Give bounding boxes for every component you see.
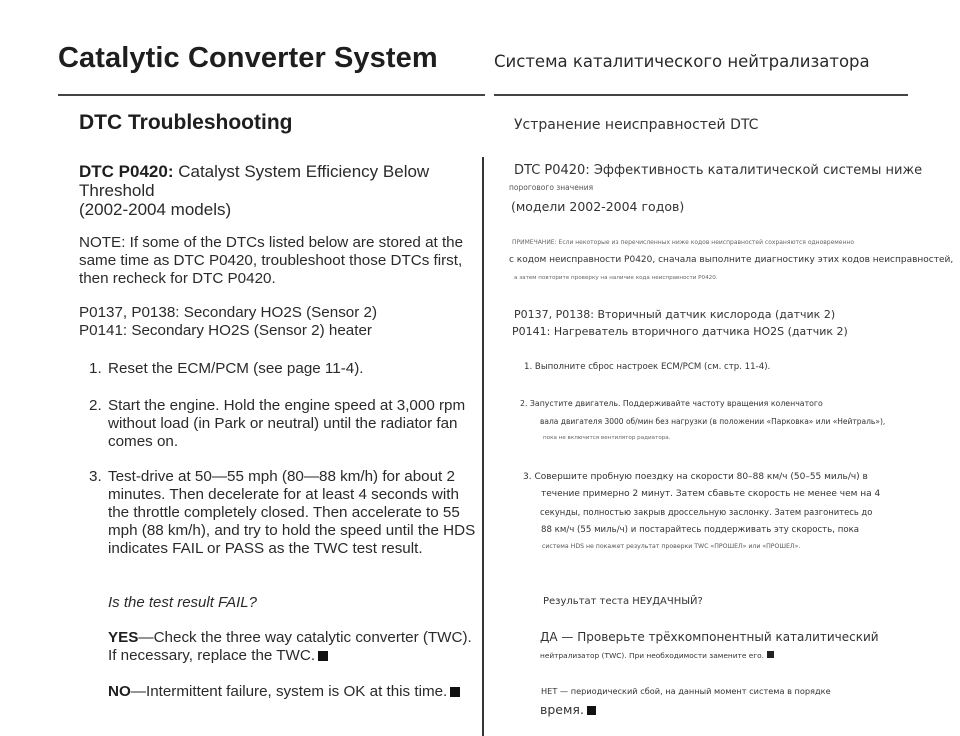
related-codes-english <box>79 304 474 340</box>
code-line: P0137, P0138: Secondary HO2S (Sensor 2) <box>79 304 378 321</box>
no-text-russian: время. <box>540 702 584 717</box>
step-number: 1. <box>89 360 102 377</box>
section-heading-russian: Устранение неисправностей DTC <box>514 117 759 133</box>
step-number: 2. <box>89 397 102 414</box>
step-2-russian-line1: 2. Запустите двигатель. Поддерживайте частоту вращения коленчатого <box>520 399 823 408</box>
step-text: Test-drive at 50—55 mph (80—88 km/h) for about 2 minutes. Then decelerate for at least 4 seconds with the throttle completely closed. Then accelerate to 55 mph (88 km/h), and try to hold the speed until the HDS indicates FAIL or PASS as the TWC test result. <box>108 468 476 557</box>
step-3-russian-line2: течение примерно 2 минут. Затем сбавьте скорость не менее чем на 4 <box>541 489 881 499</box>
step-1-english <box>79 360 479 378</box>
section-heading-english: DTC Troubleshooting <box>79 111 293 134</box>
yes-answer-russian-line2 <box>540 651 774 660</box>
step-text: Reset the ECM/PCM (see page 11-4). <box>108 360 364 377</box>
code-line: P0141: Secondary HO2S (Sensor 2) heater <box>79 322 372 339</box>
yes-label: YES <box>108 629 139 646</box>
step-text: Start the engine. Hold the engine speed at 3,000 rpm without load (in Park or neutral) until the radiator fan comes on. <box>108 397 466 450</box>
step-3-russian-line4: 88 км/ч (55 миль/ч) и постарайтесь поддерживать эту скорость, пока <box>541 525 860 535</box>
dtc-title-russian-line2: порогового значения <box>509 183 594 192</box>
dtc-title-russian-line1: DTC P0420: Эффективность каталитической системы ниже <box>514 163 923 178</box>
yes-answer-russian-line1: ДА — Проверьте трёхкомпонентный каталитический <box>540 630 879 644</box>
no-label: NO <box>108 683 131 700</box>
step-3-english <box>79 468 479 558</box>
yes-answer-english <box>108 629 478 665</box>
header-rule-left <box>58 94 485 96</box>
note-russian-line2: с кодом неисправности P0420, сначала выполните диагностику этих кодов неисправностей, <box>509 255 954 265</box>
end-mark-icon <box>767 651 774 658</box>
dtc-title-english <box>79 162 474 219</box>
column-divider <box>482 157 484 736</box>
page-title-russian: Система каталитического нейтрализатора <box>494 52 870 71</box>
no-answer-russian-line2 <box>540 702 596 717</box>
end-mark-icon <box>318 651 328 661</box>
end-mark-icon <box>450 687 460 697</box>
page-title-english: Catalytic Converter System <box>58 42 438 74</box>
dtc-models: (2002-2004 models) <box>79 200 232 219</box>
step-2-russian-line3: пока не включится вентилятор радиатора. <box>543 435 671 441</box>
step-2-english <box>79 397 479 451</box>
note-english: NOTE: If some of the DTCs listed below are stored at the same time as DTC P0420, troubleshoot those DTCs first, then recheck for DTC P0420. <box>79 234 464 287</box>
code-line-russian: P0137, P0138: Вторичный датчик кислорода (датчик 2) <box>514 308 836 321</box>
no-answer-russian-line1: НЕТ — периодический сбой, на данный момент система в порядке <box>541 686 831 696</box>
step-3-russian-line1: 3. Совершите пробную поездку на скорости 80–88 км/ч (50–55 миль/ч) в <box>523 472 868 482</box>
question-russian: Результат теста НЕУДАЧНЫЙ? <box>543 596 703 607</box>
header-rule-right <box>494 94 908 96</box>
no-answer-english <box>108 683 478 701</box>
no-text: —Intermittent failure, system is OK at this time. <box>130 683 448 700</box>
code-line-russian: P0141: Нагреватель вторичного датчика HO2S (датчик 2) <box>512 325 848 338</box>
end-mark-icon <box>587 706 596 715</box>
dtc-title-russian-line3: (модели 2002-2004 годов) <box>511 199 685 214</box>
step-number: 3. <box>89 468 102 485</box>
step-1-russian: 1. Выполните сброс настроек ECM/PCM (см. стр. 11-4). <box>524 362 771 372</box>
note-russian-line3: а затем повторите проверку на наличие кода неисправности P0420. <box>514 275 718 281</box>
yes-text-russian: нейтрализатор (TWC). При необходимости замените его. <box>540 651 765 660</box>
note-russian-line1: ПРИМЕЧАНИЕ: Если некоторые из перечисленных ниже кодов неисправностей сохраняются одновременно <box>512 239 855 246</box>
question-english: Is the test result FAIL? <box>108 594 257 611</box>
dtc-code: DTC P0420: <box>79 162 174 181</box>
step-3-russian-line5: система HDS не покажет результат проверки TWC «ПРОШЕЛ» или «ПРОШЕЛ». <box>542 543 801 550</box>
yes-text: —Check the three way catalytic converter (TWC). If necessary, replace the TWC. <box>108 629 472 664</box>
step-2-russian-line2: вала двигателя 3000 об/мин без нагрузки (в положении «Парковка» или «Нейтраль»), <box>540 417 886 426</box>
step-3-russian-line3: секунды, полностью закрыв дроссельную заслонку. Затем разгонитесь до <box>540 507 873 517</box>
dtc-name: Catalyst System Efficiency Below Threshold <box>79 162 430 200</box>
